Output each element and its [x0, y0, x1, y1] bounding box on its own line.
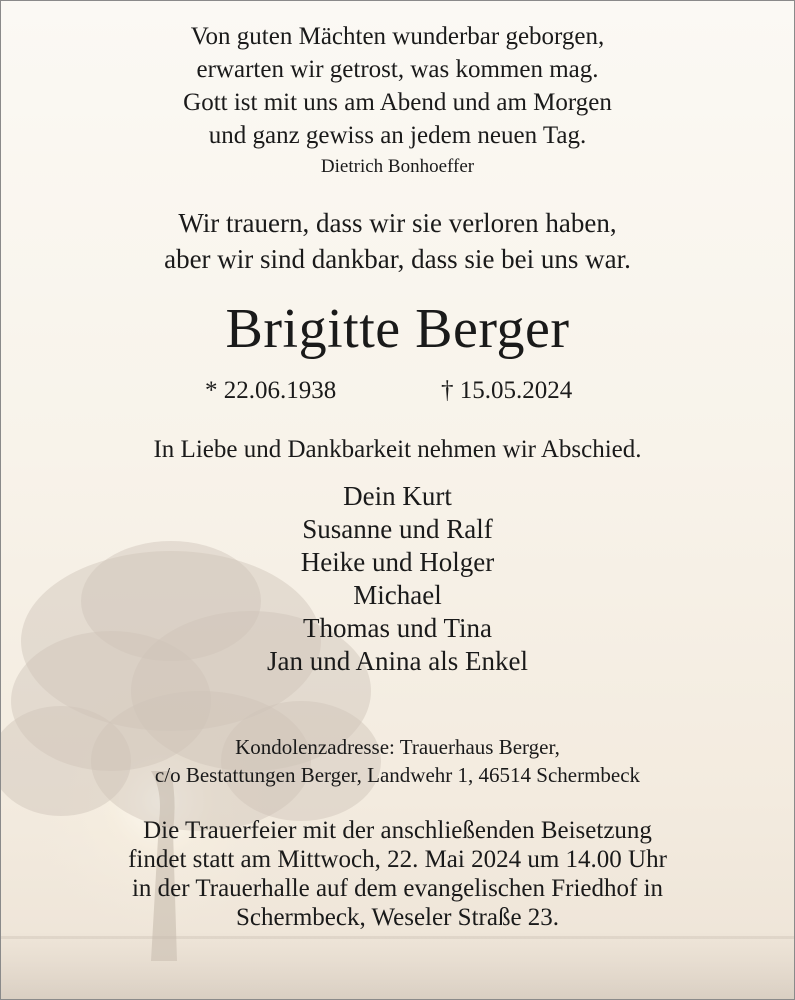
death-date: † 15.05.2024	[441, 377, 573, 404]
family-member: Heike und Holger	[300, 547, 495, 577]
service-line: Die Trauerfeier mit der anschließenden Beisetzung	[143, 817, 652, 844]
mourning-line: Wir trauern, dass wir sie verloren haben,	[178, 208, 617, 238]
service-line: Schermbeck, Weseler Straße 23.	[235, 904, 560, 931]
deceased-name: Brigitte Berger	[225, 298, 570, 360]
condolence-line: c/o Bestattungen Berger, Landwehr 1, 46514 Schermbeck	[154, 763, 641, 787]
poem-line: Von guten Mächten wunderbar geborgen,	[190, 23, 605, 50]
poem-line: erwarten wir getrost, was kommen mag.	[196, 56, 599, 83]
notice-content	[1, 1, 794, 999]
family-member: Jan und Anina als Enkel	[267, 646, 528, 676]
service-line: in der Trauerhalle auf dem evangelischen Friedhof in	[131, 875, 664, 902]
family-member: Thomas und Tina	[302, 613, 493, 643]
service-line: findet statt am Mittwoch, 22. Mai 2024 um 14.00 Uhr	[128, 846, 667, 873]
birth-date: * 22.06.1938	[205, 377, 337, 404]
mourning-line: aber wir sind dankbar, dass sie bei uns war.	[164, 244, 631, 274]
poem-line: Gott ist mit uns am Abend und am Morgen	[183, 89, 612, 116]
family-member: Michael	[353, 580, 442, 610]
poem-author: Dietrich Bonhoeffer	[320, 156, 475, 177]
family-member: Dein Kurt	[343, 481, 452, 511]
family-member: Susanne und Ralf	[302, 514, 493, 544]
farewell-text: In Liebe und Dankbarkeit nehmen wir Abschied.	[153, 436, 642, 463]
poem-line: und ganz gewiss an jedem neuen Tag.	[208, 122, 587, 149]
condolence-line: Kondolenzadresse: Trauerhaus Berger,	[235, 735, 560, 759]
